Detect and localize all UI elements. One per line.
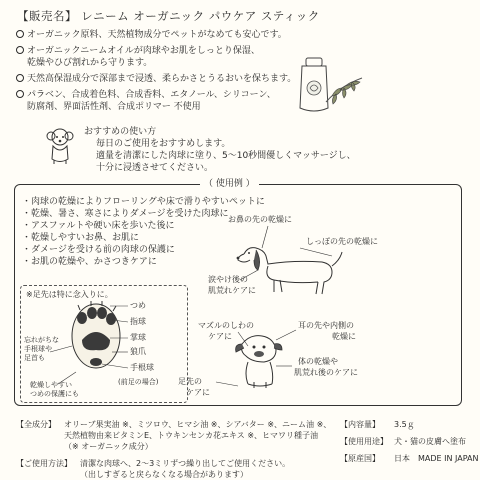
feature-text: 天然高保湿成分で深部まで浸透、柔らかさとうるおいを保ちます。 (27, 74, 297, 84)
example-item: ・お肌の乾燥や、かさつきケアに (22, 257, 157, 267)
directions-section (16, 458, 290, 480)
examples-heading-text: 使用例 (215, 179, 243, 189)
spec-value: 日本 MADE IN JAPAN (394, 454, 479, 463)
paw-caption: (前足の場合) (118, 378, 159, 386)
callout-line: ケアに (186, 388, 210, 397)
spec-value: 3.5ｇ (394, 420, 415, 429)
foot-note: ※足先は特に念入りに。 (26, 290, 113, 299)
usage-heading: おすすめの使い方 (84, 127, 157, 137)
side-note-line: 手根球や (24, 345, 52, 353)
usage-line: 毎日のご使用をおすすめします。 (96, 139, 231, 149)
spec-row (340, 453, 478, 464)
callout-body (294, 356, 358, 378)
paw-label-claw: つめ (130, 301, 146, 310)
directions-line: （出しすぎると戻らなくなる場合があります） (80, 470, 248, 479)
paw-label-dewclaw: 狼爪 (130, 347, 146, 356)
spec-label: 【使用用途】 (340, 437, 388, 446)
spec-row (340, 436, 478, 447)
feature-text: オーガニックニームオイルが肉球やお肌をしっとり保湿、 (27, 46, 260, 56)
feature-text: パラベン、合成着色料、合成香料、エタノール、シリコーン、 (27, 90, 276, 100)
callout-line: 乾燥に (332, 332, 356, 341)
example-item: ・乾燥、暑さ、寒さによりダメージを受けた肉球に (22, 209, 229, 219)
usage-line: 適量を清潔にした肉球に塗り、5～10秒間優しくマッサージし、 (96, 151, 356, 161)
side-note-line: 足首も (24, 354, 45, 362)
usage-line: 十分に浸透させてください。 (96, 163, 214, 173)
callout-tail: しっぽの先の乾燥に (306, 237, 378, 246)
ingredients-line: （※ オーガニック成分） (64, 442, 153, 451)
feature-text-cont: 乾燥やひび割れから守ります。 (27, 58, 153, 68)
side-note-line: 忘れがちな (24, 336, 59, 344)
paw-label-metacarpal-pad: 掌球 (130, 333, 146, 342)
examples-heading: （ 使用例 ） (200, 178, 259, 190)
side-note-line: 乾燥しやすい (30, 381, 72, 389)
callout-tears (208, 274, 256, 296)
callout-line: 肌荒れケアに (208, 286, 256, 295)
callout-line: 耳の先や内側の (298, 321, 354, 330)
callout-muzzle (198, 320, 254, 342)
side-note-line: つめの保護にも (30, 390, 79, 398)
feature-text: オーガニック原料、天然植物成分でペットがなめても安心です。 (27, 30, 287, 40)
spec-row (340, 419, 478, 430)
example-item: ・ダメージを受ける前の肉球の保護に (22, 245, 175, 255)
specs-section (340, 419, 478, 464)
ingredients-line: 天然植物由来ビタミンE、トウキンセンカ花エキス ※、ヒマワリ種子油 (64, 431, 319, 440)
callout-line: 体の乾燥や (298, 357, 338, 366)
example-item: ・肉球の乾燥によりフローリングや床で滑りやすいペットに (22, 197, 265, 207)
feature-text-cont: 防腐剤、界面活性剤、合成ポリマー 不使用 (27, 102, 201, 112)
paw-label-digital-pad: 指球 (130, 317, 146, 326)
callout-line: 涙やけ後の (208, 275, 248, 284)
callout-feet (178, 376, 210, 398)
example-item: ・乾燥しやすいお鼻、お肌に (22, 233, 140, 243)
spec-value: 犬・猫の皮膚へ塗布 (394, 437, 466, 446)
callout-line: ケアに (208, 332, 232, 341)
paw-label-carpal-pad: 手根球 (130, 363, 154, 372)
spec-label: 【原産国】 (340, 454, 380, 463)
example-item: ・アスファルトや硬い床を歩いた後に (22, 221, 175, 231)
ingredients-section (16, 419, 331, 452)
callout-line: 肌荒れ後のケアに (294, 368, 358, 377)
directions-line: 清潔な肉球へ、2～3ミリずつ繰り出してご使用ください。 (80, 459, 291, 468)
directions-label: 【ご使用方法】 (16, 459, 72, 468)
product-title: 【販売名】 レニーム オーガニック パウケア スティック (17, 9, 320, 23)
ingredients-line: オリーブ果実油 ※、ミツロウ、ヒマシ油 ※、シアバター ※、ニーム油 ※、 (64, 420, 332, 429)
callout-ear (298, 320, 356, 342)
ingredients-label: 【全成分】 (16, 420, 56, 429)
callout-nose: お鼻の先の乾燥に (228, 215, 292, 224)
spec-label: 【内容量】 (340, 420, 380, 429)
callout-line: 足先の (178, 377, 202, 386)
callout-line: マズルのしわの (198, 321, 254, 330)
